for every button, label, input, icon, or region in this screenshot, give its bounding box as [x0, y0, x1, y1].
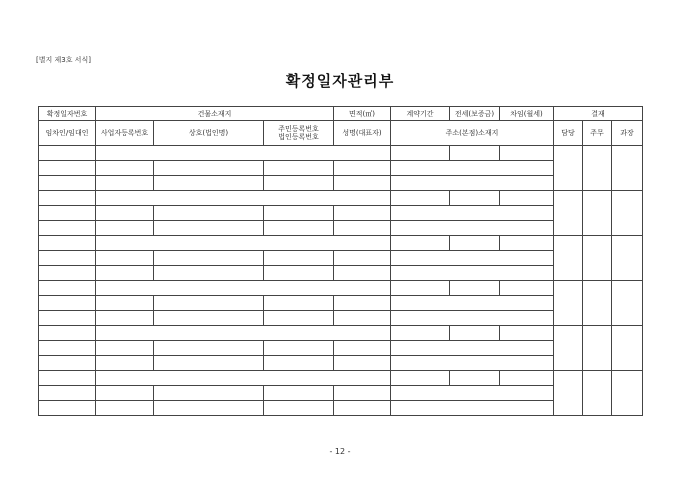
- entry-row: [39, 386, 643, 401]
- entry-name-cell[interactable]: [334, 386, 391, 401]
- entry-tenant-cell[interactable]: [39, 341, 96, 356]
- entry-rent-cell[interactable]: [500, 191, 554, 206]
- entry-business-reg-no-cell[interactable]: [96, 311, 154, 326]
- entry-address-cell[interactable]: [391, 176, 554, 191]
- entry-reg-number-cell[interactable]: [264, 356, 334, 371]
- entry-reg-number-cell[interactable]: [264, 296, 334, 311]
- entry-address-cell[interactable]: [391, 296, 554, 311]
- entry-tenant-cell[interactable]: [39, 251, 96, 266]
- entry-approver-staff-cell[interactable]: [554, 326, 583, 371]
- entry-reg-number-cell[interactable]: [264, 386, 334, 401]
- entry-deposit-cell[interactable]: [450, 371, 500, 386]
- entry-address-cell[interactable]: [391, 266, 554, 281]
- header-row-2: [39, 121, 643, 146]
- entry-contract-period-cell[interactable]: [391, 236, 450, 251]
- entry-address-cell[interactable]: [391, 401, 554, 416]
- entry-contract-period-cell[interactable]: [391, 281, 450, 296]
- header-business-reg-no: 사업자등록번호: [96, 121, 154, 146]
- entry-address-cell[interactable]: [391, 251, 554, 266]
- entry-building-location-cell[interactable]: [96, 146, 391, 161]
- entry-approver-manager-cell[interactable]: [612, 326, 643, 371]
- entry-approver-chief-cell[interactable]: [583, 326, 612, 371]
- entry-name-cell[interactable]: [334, 311, 391, 326]
- entry-deposit-cell[interactable]: [450, 326, 500, 341]
- entry-approver-staff-cell[interactable]: [554, 146, 583, 191]
- header-resident-reg-no: 주민등록번호: [278, 125, 319, 133]
- entry-row: [39, 191, 643, 206]
- entry-tenant-cell[interactable]: [39, 206, 96, 221]
- entry-trade-name-cell[interactable]: [154, 341, 264, 356]
- entry-building-location-cell[interactable]: [96, 236, 391, 251]
- entry-reg-number-cell[interactable]: [264, 176, 334, 191]
- entry-tenant-cell[interactable]: [39, 221, 96, 236]
- entry-row: [39, 266, 643, 281]
- entry-business-reg-no-cell[interactable]: [96, 401, 154, 416]
- header-approver-staff: 담당: [554, 121, 583, 146]
- entry-row: [39, 146, 643, 161]
- entry-rent-cell[interactable]: [500, 281, 554, 296]
- entry-date-no-cell[interactable]: [39, 191, 96, 206]
- header-date-no: 확정일자번호: [39, 107, 96, 121]
- entry-business-reg-no-cell[interactable]: [96, 296, 154, 311]
- header-approver-manager: 과장: [612, 121, 643, 146]
- entry-approver-manager-cell[interactable]: [612, 371, 643, 416]
- entry-deposit-cell[interactable]: [450, 281, 500, 296]
- entry-trade-name-cell[interactable]: [154, 266, 264, 281]
- entry-approver-chief-cell[interactable]: [583, 146, 612, 191]
- entry-tenant-cell[interactable]: [39, 161, 96, 176]
- entry-tenant-cell[interactable]: [39, 401, 96, 416]
- entry-date-no-cell[interactable]: [39, 281, 96, 296]
- entry-row: [39, 206, 643, 221]
- entry-trade-name-cell[interactable]: [154, 206, 264, 221]
- entry-approver-chief-cell[interactable]: [583, 191, 612, 236]
- header-reg-numbers: [264, 121, 334, 146]
- entry-date-no-cell[interactable]: [39, 326, 96, 341]
- entry-row: [39, 311, 643, 326]
- entry-rent-cell[interactable]: [500, 236, 554, 251]
- entry-approver-chief-cell[interactable]: [583, 236, 612, 281]
- entry-tenant-cell[interactable]: [39, 386, 96, 401]
- entry-building-location-cell[interactable]: [96, 281, 391, 296]
- entry-row: [39, 296, 643, 311]
- entry-deposit-cell[interactable]: [450, 146, 500, 161]
- entry-row: [39, 176, 643, 191]
- header-rent: 차임(월세): [500, 107, 554, 121]
- entry-contract-period-cell[interactable]: [391, 326, 450, 341]
- entry-row: [39, 326, 643, 341]
- entry-contract-period-cell[interactable]: [391, 191, 450, 206]
- entry-address-cell[interactable]: [391, 206, 554, 221]
- entry-row: [39, 371, 643, 386]
- entry-row: [39, 401, 643, 416]
- entry-approver-staff-cell[interactable]: [554, 191, 583, 236]
- entry-reg-number-cell[interactable]: [264, 341, 334, 356]
- entry-trade-name-cell[interactable]: [154, 161, 264, 176]
- entry-deposit-cell[interactable]: [450, 191, 500, 206]
- entry-trade-name-cell[interactable]: [154, 296, 264, 311]
- entry-reg-number-cell[interactable]: [264, 266, 334, 281]
- entry-reg-number-cell[interactable]: [264, 311, 334, 326]
- entry-date-no-cell[interactable]: [39, 146, 96, 161]
- header-corp-reg-no: 법인등록번호: [278, 133, 319, 141]
- entry-reg-number-cell[interactable]: [264, 401, 334, 416]
- entry-business-reg-no-cell[interactable]: [96, 206, 154, 221]
- entry-name-cell[interactable]: [334, 296, 391, 311]
- entry-address-cell[interactable]: [391, 341, 554, 356]
- entry-approver-manager-cell[interactable]: [612, 236, 643, 281]
- entry-trade-name-cell[interactable]: [154, 251, 264, 266]
- entry-business-reg-no-cell[interactable]: [96, 221, 154, 236]
- entry-approver-staff-cell[interactable]: [554, 236, 583, 281]
- entry-approver-chief-cell[interactable]: [583, 371, 612, 416]
- entry-approver-staff-cell[interactable]: [554, 281, 583, 326]
- entry-business-reg-no-cell[interactable]: [96, 251, 154, 266]
- entry-tenant-cell[interactable]: [39, 266, 96, 281]
- entry-business-reg-no-cell[interactable]: [96, 341, 154, 356]
- entry-reg-number-cell[interactable]: [264, 206, 334, 221]
- header-tenant: 임차인/임대인: [39, 121, 96, 146]
- entry-reg-number-cell[interactable]: [264, 251, 334, 266]
- header-approval: 결재: [554, 107, 643, 121]
- entry-business-reg-no-cell[interactable]: [96, 176, 154, 191]
- entry-name-cell[interactable]: [334, 266, 391, 281]
- entry-rent-cell[interactable]: [500, 371, 554, 386]
- entry-tenant-cell[interactable]: [39, 311, 96, 326]
- entry-trade-name-cell[interactable]: [154, 356, 264, 371]
- page-title: 확정일자관리부: [285, 72, 395, 90]
- header-trade-name: 상호(법인명): [154, 121, 264, 146]
- entry-name-cell[interactable]: [334, 221, 391, 236]
- entry-approver-manager-cell[interactable]: [612, 281, 643, 326]
- entry-address-cell[interactable]: [391, 386, 554, 401]
- entry-tenant-cell[interactable]: [39, 356, 96, 371]
- entry-trade-name-cell[interactable]: [154, 176, 264, 191]
- header-area: 면적(㎡): [334, 107, 391, 121]
- entry-deposit-cell[interactable]: [450, 236, 500, 251]
- entry-trade-name-cell[interactable]: [154, 386, 264, 401]
- entry-name-cell[interactable]: [334, 176, 391, 191]
- entry-business-reg-no-cell[interactable]: [96, 386, 154, 401]
- entry-reg-number-cell[interactable]: [264, 161, 334, 176]
- entry-business-reg-no-cell[interactable]: [96, 161, 154, 176]
- header-name: 성명(대표자): [334, 121, 391, 146]
- entry-row: [39, 356, 643, 371]
- entry-name-cell[interactable]: [334, 206, 391, 221]
- header-building-location: 건물소재지: [96, 107, 334, 121]
- entry-row: [39, 236, 643, 251]
- entry-contract-period-cell[interactable]: [391, 371, 450, 386]
- page-number: - 12 -: [329, 447, 351, 456]
- entry-name-cell[interactable]: [334, 341, 391, 356]
- registry-table: [38, 106, 643, 416]
- entry-row: [39, 341, 643, 356]
- entry-business-reg-no-cell[interactable]: [96, 266, 154, 281]
- entry-building-location-cell[interactable]: [96, 371, 391, 386]
- entry-row: [39, 161, 643, 176]
- entry-row: [39, 251, 643, 266]
- entry-name-cell[interactable]: [334, 356, 391, 371]
- entry-address-cell[interactable]: [391, 311, 554, 326]
- entry-trade-name-cell[interactable]: [154, 221, 264, 236]
- form-label: [별지 제3호 서식]: [36, 56, 91, 64]
- entry-approver-staff-cell[interactable]: [554, 371, 583, 416]
- entry-address-cell[interactable]: [391, 161, 554, 176]
- entry-approver-manager-cell[interactable]: [612, 146, 643, 191]
- entry-row: [39, 281, 643, 296]
- entry-reg-number-cell[interactable]: [264, 221, 334, 236]
- entry-name-cell[interactable]: [334, 161, 391, 176]
- entry-name-cell[interactable]: [334, 251, 391, 266]
- entry-rent-cell[interactable]: [500, 146, 554, 161]
- entry-building-location-cell[interactable]: [96, 326, 391, 341]
- header-approver-chief: 주무: [583, 121, 612, 146]
- entry-trade-name-cell[interactable]: [154, 311, 264, 326]
- entry-tenant-cell[interactable]: [39, 296, 96, 311]
- entry-trade-name-cell[interactable]: [154, 401, 264, 416]
- header-address: 주소(본점)소재지: [391, 121, 554, 146]
- entry-approver-chief-cell[interactable]: [583, 281, 612, 326]
- entry-rent-cell[interactable]: [500, 326, 554, 341]
- entry-address-cell[interactable]: [391, 221, 554, 236]
- header-deposit: 전세(보증금): [450, 107, 500, 121]
- entry-building-location-cell[interactable]: [96, 191, 391, 206]
- entry-name-cell[interactable]: [334, 401, 391, 416]
- entry-approver-manager-cell[interactable]: [612, 191, 643, 236]
- entry-address-cell[interactable]: [391, 356, 554, 371]
- entry-date-no-cell[interactable]: [39, 236, 96, 251]
- entry-contract-period-cell[interactable]: [391, 146, 450, 161]
- header-contract-period: 계약기간: [391, 107, 450, 121]
- entry-row: [39, 221, 643, 236]
- entry-tenant-cell[interactable]: [39, 176, 96, 191]
- entry-business-reg-no-cell[interactable]: [96, 356, 154, 371]
- header-row-1: [39, 107, 643, 121]
- entry-date-no-cell[interactable]: [39, 371, 96, 386]
